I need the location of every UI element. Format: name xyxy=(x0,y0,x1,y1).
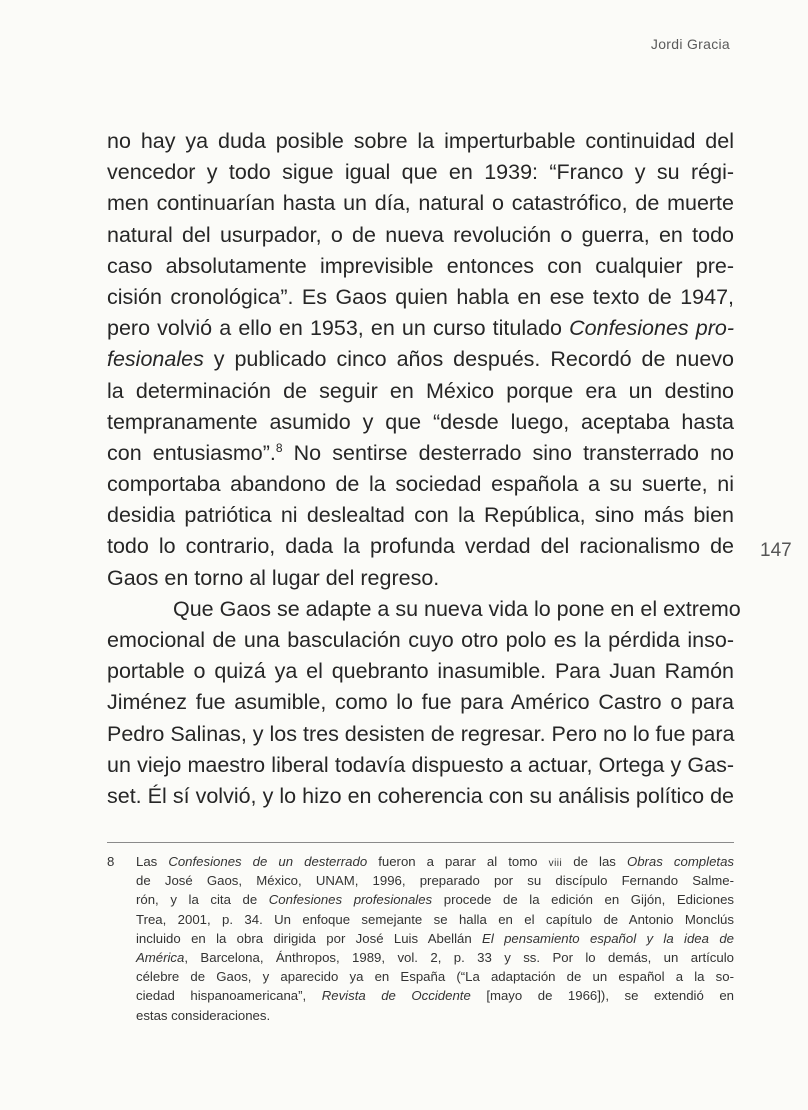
text-line: Que Gaos se adapte a su nueva vida lo pone en el extremo xyxy=(173,596,741,621)
text-run: [mayo de 1966]), se extendió en xyxy=(470,988,735,1004)
body-text xyxy=(107,126,741,812)
text-run: No sentirse desterrado sino transterrado no xyxy=(282,440,735,465)
footnote-ref: 8 xyxy=(275,440,283,455)
book-title: Confesiones profesionales xyxy=(268,892,433,908)
text-line: no hay ya duda posible sobre la imperturbable continuidad del xyxy=(107,129,734,153)
text-run: pero volvió a ello en 1953, en un curso titulado xyxy=(107,316,570,341)
footnote-line xyxy=(136,948,734,967)
footnote-line: de José Gaos, México, UNAM, 1996, preparado por su discípulo Fernando Salme- xyxy=(136,873,734,889)
text-line: la determinación de seguir en México porque era un destino xyxy=(107,378,734,403)
text-line: emocional de una basculación cuyo otro polo es la pérdida inso- xyxy=(107,628,734,652)
footnote-line xyxy=(136,890,734,909)
footnote-line xyxy=(136,852,734,871)
text-run: rón, y la cita de xyxy=(136,892,269,908)
text-line: desidia patriótica ni deslealtad con la República, sino más bien xyxy=(107,503,734,528)
book-title: El pensamiento español y la idea de xyxy=(482,930,734,946)
text-line: men continuarían hasta un día, natural o catastrófico, de muerte xyxy=(107,191,734,216)
text-line: Gaos en torno al lugar del regreso. xyxy=(107,565,440,590)
footnote-text xyxy=(136,852,734,1025)
volume-numeral: viii xyxy=(548,858,563,869)
text-line: cisión cronológica”. Es Gaos quien habla en ese texto de 1947, xyxy=(107,284,734,309)
text-line: Pedro Salinas, y los tres desisten de regresar. Pero no lo fue para xyxy=(107,721,735,746)
text-line: comportaba abandono de la sociedad española a su suerte, ni xyxy=(107,472,734,497)
footnote-divider xyxy=(107,842,734,843)
text-line: set. Él sí volvió, y lo hizo en coherencia con su análisis político de xyxy=(107,783,734,808)
footnote-line: estas consideraciones. xyxy=(136,1007,271,1023)
text-line: un viejo maestro liberal todavía dispuesto a actuar, Ortega y Gas- xyxy=(107,752,734,777)
text-run: , Barcelona, Ánthropos, 1989, vol. 2, p. 33 y ss. Por lo demás, un artículo xyxy=(184,949,734,965)
text-line: natural del usurpador, o de nueva revolución o guerra, en todo xyxy=(107,222,734,247)
text-line: caso absolutamente imprevisible entonces con cualquier pre- xyxy=(107,253,734,278)
text-run: procede de la edición en Gijón, Ediciones xyxy=(432,892,735,908)
text-run: fueron a parar al tomo xyxy=(367,854,549,869)
footnote-line: célebre de Gaos, y aparecido ya en España (“La adaptación de un español a la so- xyxy=(136,969,734,985)
text-run: Las xyxy=(136,854,169,869)
text-line: portable o quizá ya el quebranto inasumible. Para Juan Ramón xyxy=(107,659,734,684)
text-run: incluido en la obra dirigida por José Luis Abellán xyxy=(136,930,483,946)
footnote-number: 8 xyxy=(107,854,115,869)
footnote-line: Trea, 2001, p. 34. Un enfoque semejante se halla en el capítulo de Antonio Monclús xyxy=(136,911,734,927)
text-run: de las xyxy=(562,854,627,869)
paragraph xyxy=(107,594,741,812)
book-title: fesionales xyxy=(107,347,204,372)
text-line xyxy=(107,438,734,469)
text-run: y publicado cinco años después. Recordó de nuevo xyxy=(203,347,734,372)
running-head-author: Jordi Gracia xyxy=(650,36,730,52)
text-line: vencedor y todo sigue igual que en 1939: “Franco y su régi- xyxy=(107,160,734,185)
journal-title: Revista de Occidente xyxy=(321,988,471,1004)
text-run: ciedad hispanoamericana”, xyxy=(136,988,322,1004)
book-title: Obras completas xyxy=(626,854,735,869)
text-line: tempranamente asumido y que “desde luego, aceptaba hasta xyxy=(107,409,734,434)
text-line xyxy=(107,313,734,344)
text-line xyxy=(107,344,734,375)
text-line: Jiménez fue asumible, como lo fue para Américo Castro o para xyxy=(107,690,734,715)
paragraph xyxy=(107,126,734,594)
book-title: Confesiones pro- xyxy=(569,316,735,341)
book-title: Confesiones de un desterrado xyxy=(168,854,368,869)
text-run: con entusiasmo”. xyxy=(107,440,276,465)
page-number: 147 xyxy=(760,540,792,561)
book-title: América xyxy=(136,949,185,965)
text-line: todo lo contrario, dada la profunda verdad del racionalismo de xyxy=(107,534,734,559)
footnote-line xyxy=(136,929,734,948)
footnote-line xyxy=(136,986,734,1005)
